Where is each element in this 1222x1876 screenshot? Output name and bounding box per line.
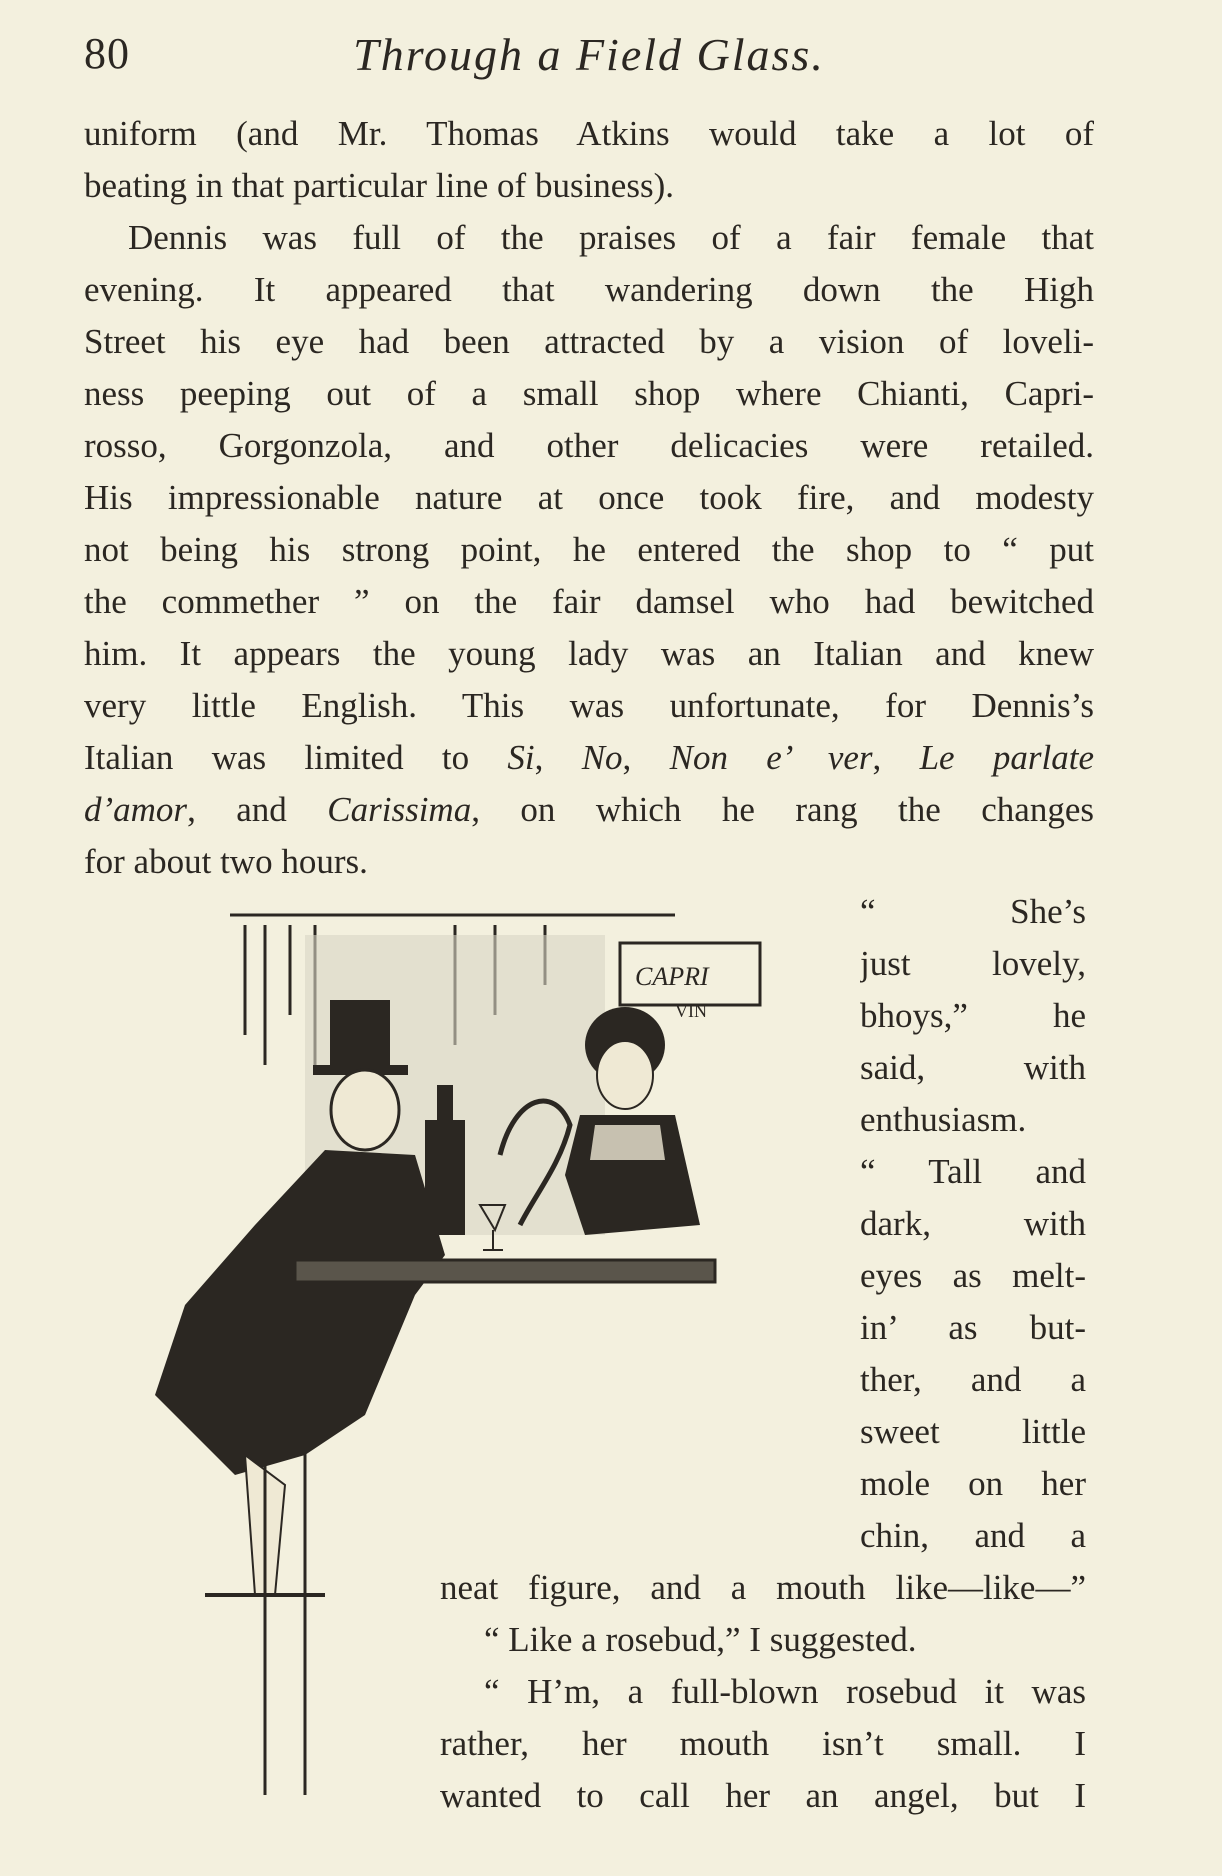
text-line: not being his strong point, he entered the shop to “ put [84,530,1094,569]
text-line: very little English. This was unfortunate, for Dennis’s [84,686,1094,725]
text-line [84,732,1094,784]
bottom-text-block [440,1562,1086,1822]
italic-phrase: No [581,738,623,777]
text-line [84,784,1094,836]
text-line: mole on her [860,1464,1086,1503]
text-line: rather, her mouth isn’t small. I [440,1724,1086,1763]
text-line: neat figure, and a mouth like—like—” [440,1568,1086,1607]
italic-phrase: Non e’ ver [669,738,873,777]
italic-phrase: Si [507,738,535,777]
shop-girl [565,1007,700,1235]
text-line: rosso, Gorgonzola, and other delicacies were retailed. [84,426,1094,465]
text-line: enthusiasm. [860,1100,1027,1139]
text-line: wanted to call her an angel, but I [440,1776,1086,1815]
italic-phrase: d’amor [84,790,188,829]
text-segment: , on which he rang the changes [471,790,1094,829]
text-line: Street his eye had been attracted by a vision of loveli- [84,322,1094,361]
side-text-block [860,886,1086,1562]
text-line: evening. It appeared that wandering down the High [84,270,1094,309]
text-line: ness peeping out of a small shop where Chianti, Capri- [84,374,1094,413]
text-segment: , [534,738,582,777]
text-segment: , [872,738,920,777]
page-header [84,28,1094,88]
italic-phrase: Carissima [327,790,472,829]
text-segment: , and [187,790,328,829]
text-line: dark, with [860,1204,1086,1243]
text-line: beating in that particular line of business). [84,166,674,205]
running-title: Through a Field Glass. [353,29,825,80]
text-line: chin, and a [860,1516,1086,1555]
shop-sign-text: VIN [675,1001,707,1021]
text-line: Dennis was full of the praises of a fair female that [128,218,1094,257]
text-line: just lovely, [860,944,1086,983]
text-line: “ She’s [860,892,1086,931]
text-segment: Italian was limited to [84,738,508,777]
text-line: eyes as melt- [860,1256,1086,1295]
page-number: 80 [84,29,130,78]
text-line: ther, and a [860,1360,1086,1399]
text-line: His impressionable nature at once took fire, and modesty [84,478,1094,517]
text-line: uniform (and Mr. Thomas Atkins would take a lot of [84,114,1094,153]
text-line: sweet little [860,1412,1086,1451]
text-line: said, with [860,1048,1086,1087]
text-line: bhoys,” he [860,996,1086,1035]
text-line: “ Like a rosebud,” I suggested. [484,1620,917,1659]
text-segment: , [622,738,670,777]
italic-phrase: Le parlate [919,738,1094,777]
shop-sign-text: CAPRI [635,962,709,991]
text-line: “ H’m, a full-blown rosebud it was [484,1672,1086,1711]
main-text-block [84,108,1094,888]
text-line: him. It appears the young lady was an Italian and knew [84,634,1094,673]
text-line: in’ as but- [860,1308,1086,1347]
text-line: for about two hours. [84,842,368,881]
text-line: “ Tall and [860,1152,1086,1191]
text-line: the commether ” on the fair damsel who had bewitched [84,582,1094,621]
